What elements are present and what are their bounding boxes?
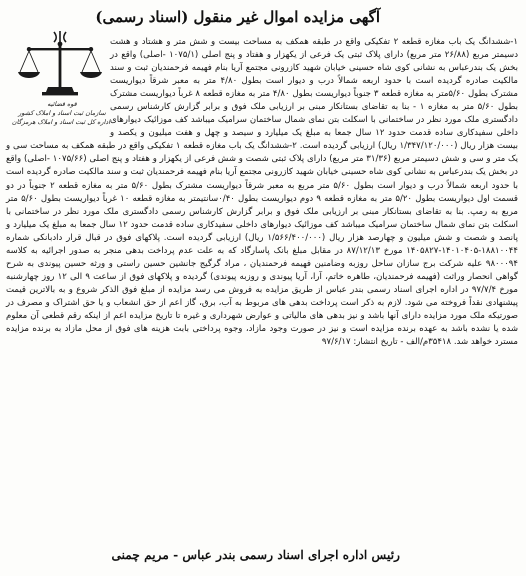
signature-line: رئیس اداره اجرای اسناد رسمی بندر عباس - مریم چمنی — [111, 548, 400, 562]
org-line-registration-org: سازمان ثبت اسناد و املاک کشور — [18, 109, 106, 117]
notice-title: آگهی مزایده اموال غیر منقول (اسناد رسمی) — [95, 8, 380, 26]
org-line-hormozgan-office: اداره کل ثبت اسناد و املاک هرمزگان — [11, 118, 110, 126]
notice-body: ۱-ششدانگ یک باب مغازه قطعه ۲ تفکیکی واقع در طبقه همکف به مساحت بیست و شش متر و هشتاد و هشت دسیمتر مربع (۲۶/۸۸ متر مربع) دارای پلاک ثبتی یک فرعی از یکهزار و هفتاد و پنج اصلی (۱۰۷۵/۱ -اصلی) واقع در بخش یک بندرعباس به نشانی کوی شاه حسینی خیابان شهید کازرونی مجتمع آریا بنام فهیمه فرحمندیان ثبت و سند مالکیت صادره گردیده است با حدود اربعه شمالاً درب و دیوار است بطول ۴/۸۰ متر به معبر شرقاً دیواریست مشترک بطول ۵/۶۰متر به مغازه قطعه ۳ جنوباً دیواریست بطول ۴/۸۰ متر به مغازه قطعه ۸ غرباً دیواریست مشترک بطول ۵/۶۰ متر به مغازه ۱ - بنا به تقاضای بستانکار مبنی بر ارزیابی ملک فوق و برابر گزارش کارشناس رسمی دادگستری ملک مورد نظر در ساختمانی با اسکلت بتن نمای شمال ساختمان سرامیک میباشد کف موزائیک دیوارهای داخلی سفیدکاری ساده قدمت حدود ۱۲ سال جمعا به مبلغ یک میلیارد و سیصد و چهل و هفت میلیون و یکصد و بیست هزار ریال (۱/۳۴۷/۱۲۰/۰۰۰ ریال) ارزیابی گردیده است. ۲-ششدانگ یک باب مغازه قطعه ۱ تفکیکی واقع در طبقه همکف به مساحت سی و یک متر و سی و شش دسیمتر مربع (۳۱/۳۶ متر مربع) دارای پلاک ثبتی شصت و شش فرعی از یکهزار و هفتاد و پنج اصلی (۱۰۷۵/۶۶ -اصلی) واقع در بخش یک بندرعباس به نشانی کوی شاه حسینی خیابان شهید کازرونی مجتمع آریا بنام فهیمه فرحمندیان ثبت و سند مالکیت صادره گردیده است با حدود اربعه شمالاً درب و دیوار است بطول ۵/۶۰ متر مربع به معبر شرقاً دیواریست مشترک بطول ۵/۶۰ متر به مغازه قطعه ۲ جنوباً در دو قسمت اول دیواریست بطول ۵/۲۰ متر به مغازه قطعه ۹ دوم دیواریست بطول ۰/۴۰سانتیمتر به مغازه قطعه ۱۰ غرباً دیواریست بطول ۵/۶۰ متر مربع به رمپ. بنا به تقاضای بستانکار مبنی بر ارزیابی ملک فوق و برابر گزارش کارشناس رسمی دادگستری ملک مورد نظر در ساختمانی با اسکلت بتن نمای شمال ساختمان سرامیک میباشد کف موزائیک دیوارهای داخلی سفیدکاری ساده قدمت حدود ۱۲ سال جمعا به مبلغ یک میلیارد و پانصد و شصت و شش میلیون و چهارصد هزار ریال (۱/۵۶۶/۴۰۰/۰۰۰ ریال) ارزیابی گردیده است. پلاکهای فوق در قبال قرار دادبانکی شماره ۱۸۸۱۰۰۴۴-۱۴۰۱۰۴۰۵-۱۴۰۵۸۲۷ مورخ ۸۷/۱۲/۱۳ در مقابل مبلغ بانک پاسارگاد که به علت عدم پرداخت بدهی منجر به صدور اجرائیه به کلاسه ۹۸۰۰۰۹۴ علیه شرکت برج سازان ساحل روزبه وضامنین فهیمه فرحمندیان ، مراد گرگیج جانشین حسین راستی و ورثه حسین پیوندی به شرح گواهی انحصار وراثت (فهیمه فرحمندیان، طاهره خاتم، آرا، آریا پیوندی و روزبه پیوندی) گردیده و پلاکهای فوق از ساعت ۹ الی ۱۲ روز چهارشنبه مورخ ۹۷/۷/۴ در اداره اجرای اسناد رسمی بندر عباس از طریق مزایده به فروش می رسد مزایده از مبلغ فوق الذکر شروع و به بالاترین قیمت پیشنهادی نقداً فروخته می شود. لازم به ذکر است پرداخت بدهی های مربوط به آب، برق، گاز اعم از حق انشعاب و یا حق اشتراک و مصرف در صورتیکه ملک مورد مزایده دارای آنها باشد و نیز بدهی های مالیاتی و عوارض شهرداری و غیره تا تاریخ مزایده اعم از اینکه رقم قطعی آن معلوم شده یا نشده باشد به عهده برنده مزایده است و نیز در صورت وجود مازاد، وجوه پرداختی بابت هزینه های فوق از محل مازاد به برنده مزایده مسترد خواهد شد. ۳۵۴۱۸م/الف - تاریخ انتشار: ۹۷/۶/۱۷ — [6, 37, 518, 348]
org-line-judiciary: قوه قضائیه — [47, 100, 77, 108]
